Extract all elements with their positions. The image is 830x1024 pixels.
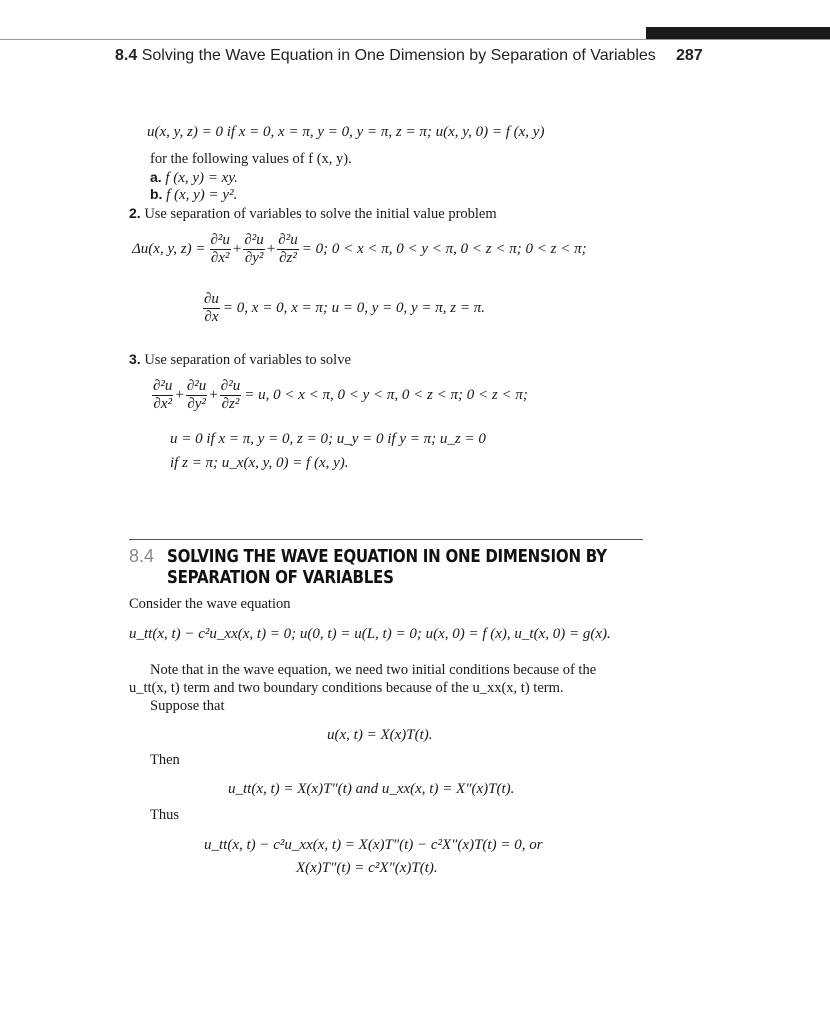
ex1-intro: for the following values of f (x, y). [150,151,352,167]
frac-denominator: ∂x² [153,396,172,412]
frac-denominator: ∂z² [279,250,297,266]
wave-equation: u_tt(x, t) − c²u_xx(x, t) = 0; u(0, t) = u(L, t) = 0; u(x, 0) = f (x), u_t(x, 0) = g(x). [129,626,611,642]
plus-sign: + [266,241,276,257]
ex3-frac-z [220,378,241,413]
section-title-line2: SEPARATION OF VARIABLES [167,568,394,588]
ex3-text: Use separation of variables to solve [144,352,351,368]
ex3-label: 3. [129,351,141,367]
section-rule [129,539,643,540]
ex2-frac-z [277,232,298,267]
frac-numerator: ∂²u [220,378,241,394]
ex1-part-a [150,169,238,187]
frac-numerator: ∂²u [210,232,230,248]
ex2-lhs: Δu(x, y, z) = [132,241,206,257]
ex3-pde [152,378,528,413]
frac-denominator: ∂x [204,309,219,325]
ex2-frac-y [243,232,264,267]
derivatives-eq: u_tt(x, t) = X(x)T″(t) and u_xx(x, t) = X″(x)T(t). [228,781,515,797]
plus-sign: + [232,241,242,257]
ex2-heading [129,205,497,223]
plus-sign: + [209,387,218,403]
plus-sign: + [175,387,184,403]
frac-denominator: ∂y² [244,250,264,266]
ex3-bc-line1: u = 0 if x = π, y = 0, z = 0; u_y = 0 if y = π; u_z = 0 [170,431,486,447]
ex3-frac-y [186,378,207,413]
frac-numerator: ∂u [204,291,219,307]
thus-text: Thus [150,807,179,823]
frac-numerator: ∂²u [153,378,173,394]
section-number: 8.4 [129,546,155,566]
page-number: 287 [676,47,703,64]
section-intro: Consider the wave equation [129,596,291,612]
section-title-line1: SOLVING THE WAVE EQUATION IN ONE DIMENSION BY [167,547,607,567]
header-section-number: 8.4 [115,47,138,64]
ex1-b-text: f (x, y) = y². [166,187,238,203]
ex2-frac-du [203,291,220,326]
ex2-bc: = 0, x = 0, x = π; u = 0, y = 0, y = π, z = π. [222,300,486,316]
header-title: Solving the Wave Equation in One Dimension by Separation of Variables [141,47,656,64]
result-eq-line1: u_tt(x, t) − c²u_xx(x, t) = X(x)T″(t) − c²X″(x)T(t) = 0, or [204,837,543,853]
ex1-part-b [150,186,237,204]
frac-numerator: ∂²u [244,232,264,248]
frac-denominator: ∂y² [187,396,206,412]
separation-ansatz: u(x, t) = X(x)T(t). [327,727,433,743]
ex3-frac-x [152,378,173,413]
ex1-b-label: b. [150,186,163,202]
ex3-heading [129,351,351,369]
ex2-pde [132,232,587,267]
note-line2: u_tt(x, t) term and two boundary conditions because of the u_xx(x, t) term. [129,680,564,696]
frac-numerator: ∂²u [186,378,207,394]
frac-numerator: ∂²u [278,232,298,248]
ex1-a-label: a. [150,169,162,185]
ex1-a-text: f (x, y) = xy. [165,170,238,186]
header-rule [0,39,830,40]
ex2-text: Use separation of variables to solve the initial value problem [144,206,497,222]
ex2-frac-x [210,232,231,267]
section-heading [129,546,678,567]
ex3-tail: = u, 0 < x < π, 0 < y < π, 0 < z < π; 0 < z < π; [244,387,528,403]
suppose-text: Suppose that [150,698,225,714]
ex2-label: 2. [129,205,141,221]
running-header [115,47,656,65]
ex3-bc-line2: if z = π; u_x(x, y, 0) = f (x, y). [170,455,349,471]
ex1-boundary-conditions: u(x, y, z) = 0 if x = 0, x = π, y = 0, y = π, z = π; u(x, y, 0) = f (x, y) [147,124,545,140]
note-line1: Note that in the wave equation, we need two initial conditions because of the [150,662,597,678]
result-eq-line2: X(x)T″(t) = c²X″(x)T(t). [296,860,438,876]
frac-denominator: ∂x² [210,250,230,266]
ex2-boundary [203,291,485,326]
then-text: Then [150,752,180,768]
ex2-tail: = 0; 0 < x < π, 0 < y < π, 0 < z < π; 0 < z < π; [301,241,587,257]
frac-denominator: ∂z² [221,396,240,412]
